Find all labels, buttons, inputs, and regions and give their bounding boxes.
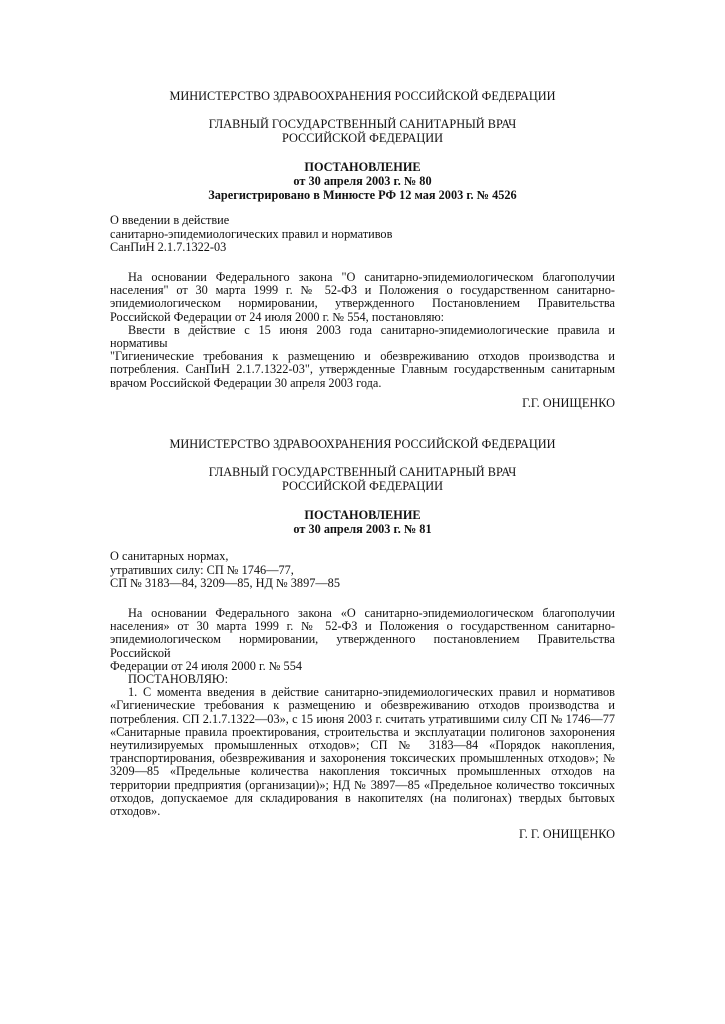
body-line: транспортирования, обезвреживания и захоронения токсических промышленных отходов»; № — [110, 751, 615, 766]
chief-doctor-heading-2-line2: РОССИЙСКОЙ ФЕДЕРАЦИИ — [281, 479, 444, 493]
body-line: Федерации от 24 июля 2000 г. № 554 — [110, 658, 303, 673]
resolution-date-number-1: от 30 апреля 2003 г. № 80 — [293, 174, 432, 188]
body-line: территории предприятия (организации)»; НД № 3897—85 «Предельное количество токсичных — [110, 777, 615, 792]
body-line: эпидемиологическом нормировании, утвержденного постановлением Правительства Российской — [110, 632, 615, 660]
body-line: На основании Федерального закона «О санитарно-эпидемиологическом благополучии — [128, 606, 615, 620]
ministry-heading-2: МИНИСТЕРСТВО ЗДРАВООХРАНЕНИЯ РОССИЙСКОЙ ФЕДЕРАЦИИ — [169, 437, 556, 451]
body-line: отходов, допускаемое для складирования в накопителях (на полигонах) твердых бытовых — [110, 790, 615, 805]
ministry-heading-1: МИНИСТЕРСТВО ЗДРАВООХРАНЕНИЯ РОССИЙСКОЙ ФЕДЕРАЦИИ — [169, 89, 556, 103]
body-line: «Гигиенические требования к размещению и обезвреживанию отходов производства и — [110, 698, 615, 713]
subject-block-2 — [110, 550, 615, 591]
body-line: отходов». — [110, 804, 161, 819]
registration-line: Зарегистрировано в Минюсте РФ 12 мая 2003 г. № 4526 — [208, 188, 517, 202]
body-block-1 — [110, 271, 615, 390]
chief-doctor-heading-1-line1: ГЛАВНЫЙ ГОСУДАРСТВЕННЫЙ САНИТАРНЫЙ ВРАЧ — [208, 117, 517, 131]
chief-doctor-heading-1-line2: РОССИЙСКОЙ ФЕДЕРАЦИИ — [281, 131, 444, 145]
body-line: 3209—85 «Предельные количества накопления токсичных промышленных отходов на — [110, 764, 615, 779]
body-line: 1. С момента введения в действие санитарно-эпидемиологических правил и нормативов — [128, 685, 615, 700]
body-line: населения» от 30 марта 1999 г. № 52-ФЗ и Положения о государственном санитарно- — [110, 619, 615, 634]
resolution-title-2: ПОСТАНОВЛЕНИЕ — [304, 508, 421, 522]
subject-line: О введении в действие — [110, 213, 230, 227]
subject-block-1 — [110, 214, 615, 255]
resolution-title-1: ПОСТАНОВЛЕНИЕ — [304, 160, 421, 174]
body-line: "Гигиенические требования к размещению и обезвреживанию отходов производства и — [110, 349, 615, 364]
subject-line: утративших силу: СП № 1746—77, — [110, 562, 294, 577]
resolution-date-number-2: от 30 апреля 2003 г. № 81 — [293, 522, 432, 536]
signature-2: Г. Г. ОНИЩЕНКО — [519, 827, 615, 841]
subject-line: О санитарных нормах, — [110, 549, 229, 563]
body-line: Ввести в действие с 15 июня 2003 года санитарно-эпидемиологические правила и нормативы — [110, 322, 615, 351]
body-line: На основании Федерального закона "О санитарно-эпидемиологическом благополучии — [128, 270, 615, 284]
basis-block-2 — [110, 607, 615, 818]
subject-line: СП № 3183—84, 3209—85, НД № 3897—85 — [110, 576, 340, 590]
subject-line: СанПиН 2.1.7.1322-03 — [110, 240, 227, 254]
signature-1: Г.Г. ОНИЩЕНКО — [522, 396, 615, 410]
body-line: Российской Федерации от 24 июля 2000 г. № 554, постановляю: — [110, 309, 445, 324]
body-line: неутилизируемых промышленных отходов»; СП № 3183—84 «Порядок накопления, — [110, 738, 615, 753]
body-line: «Санитарные правила проектирования, строительства и эксплуатации полигонов захоронения — [110, 724, 615, 739]
body-line: потребления. СанПиН 2.1.7.1322-03", утвержденные Главным государственным санитарным — [110, 362, 615, 377]
subject-line: санитарно-эпидемиологических правил и нормативов — [110, 226, 393, 241]
body-line: населения" от 30 марта 1999 г. № 52-ФЗ и Положения о государственном санитарно- — [110, 283, 615, 298]
resolve-word: ПОСТАНОВЛЯЮ: — [128, 672, 228, 687]
chief-doctor-heading-2-line1: ГЛАВНЫЙ ГОСУДАРСТВЕННЫЙ САНИТАРНЫЙ ВРАЧ — [208, 465, 517, 479]
body-line: врачом Российской Федерации 30 апреля 2003 года. — [110, 375, 382, 390]
body-line: потребления. СП 2.1.7.1322—03», с 15 июня 2003 г. считать утратившими силу СП № 1746—77 — [110, 711, 615, 726]
body-line: эпидемиологическом нормировании, утвержденного Постановлением Правительства — [110, 296, 615, 311]
